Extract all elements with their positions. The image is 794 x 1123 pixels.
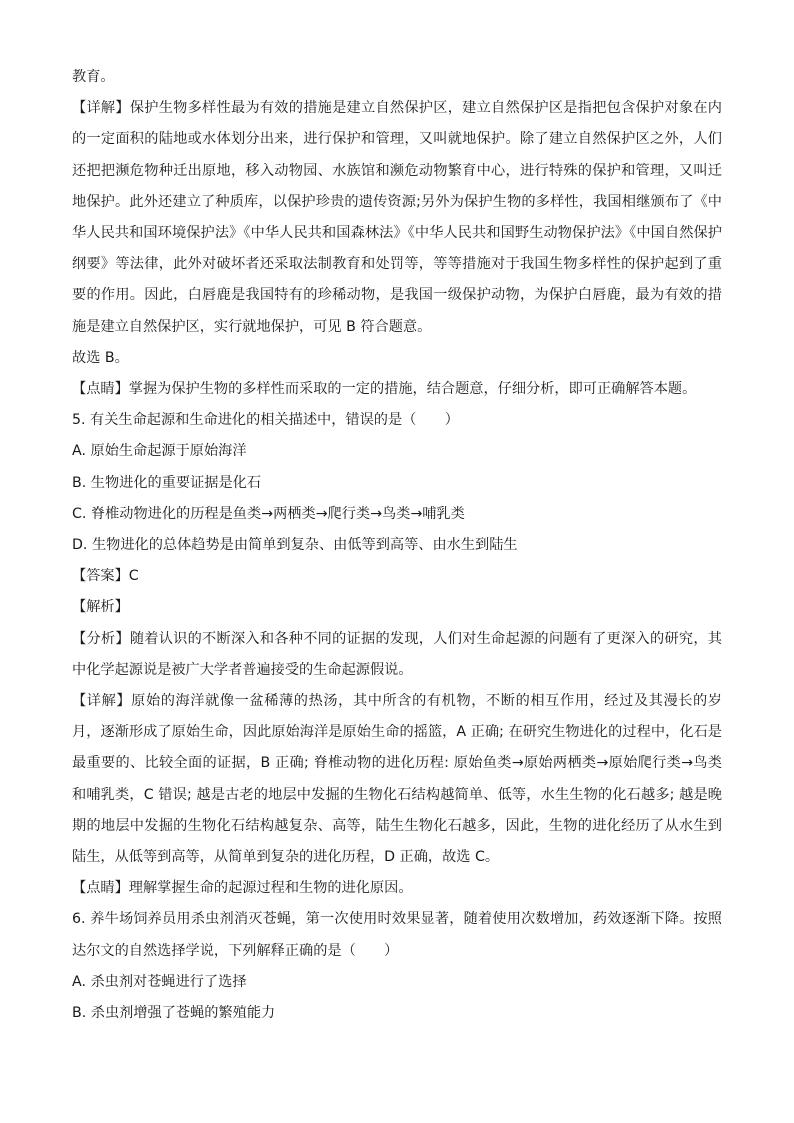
paragraph-choice xyxy=(72,343,722,374)
option-text: D. 生物进化的总体趋势是由简单到复杂、由低等到高等、由水生到陆生 xyxy=(72,537,518,554)
question-5-option-b xyxy=(72,468,722,499)
question-5-stem xyxy=(72,405,722,436)
paragraph-continuation xyxy=(72,62,722,93)
option-text: A. 原始生命起源于原始海洋 xyxy=(72,443,247,460)
paragraph-detail xyxy=(72,93,722,343)
paragraph-text: 教育。 xyxy=(72,69,115,85)
paragraph-comment-2 xyxy=(72,873,722,904)
section-tag: 【详解】 xyxy=(72,693,132,710)
paragraph-text: 故选 B。 xyxy=(72,349,129,366)
section-tag: 【点睛】 xyxy=(72,381,129,398)
document-page xyxy=(72,62,722,1029)
section-tag: 【答案】 xyxy=(72,568,129,585)
paragraph-detail-2 xyxy=(72,686,722,873)
option-text: B. 杀虫剂增强了苍蝇的繁殖能力 xyxy=(72,1005,276,1022)
option-text: C. 脊椎动物进化的历程是鱼类→两栖类→爬行类→鸟类→哺乳类 xyxy=(72,505,465,522)
paragraph-text: 随着认识的不断深入和各种不同的证据的发现，人们对生命起源的问题有了更深入的研究，其中化学起源说是被广大学者普遍接受的生命起源假说。 xyxy=(72,630,722,678)
paragraph-text: 6. 养牛场饲养员用杀虫剂消灭苍蝇，第一次使用时效果显著，随着使用次数增加，药效逐渐下降。按照达尔文的自然选择学说，下列解释正确的是（ ） xyxy=(72,911,722,959)
section-tag: 【解析】 xyxy=(72,599,129,616)
paragraph-text: 保护生物多样性最为有效的措施是建立自然保护区，建立自然保护区是指把包含保护对象在内的一定面积的陆地或水体划分出来，进行保护和管理，又叫就地保护。除了建立自然保护区之外，人们还把把濒危物种迁出原地，移入动物园、水族馆和濒危动物繁育中心，进行特殊的保护和管理，又叫迁地保护。此外还建立了种质库，以保护珍贵的遗传资源;另外为保护生物的多样性，我国相继颁布了《中华人民共和国环境保护法》《中华人民共和国森林法》《中华人民共和国野生动物保护法》《中国自然保护纲要》等法律，此外对破坏者还采取法制教育和处罚等，等等措施对于我国生物多样性的保护起到了重要的作用。因此，白唇鹿是我国特有的珍稀动物，是我国一级保护动物，为保护白唇鹿，最为有效的措施是建立自然保护区，实行就地保护，可见 B 符合题意。 xyxy=(72,100,722,335)
answer-line xyxy=(72,561,722,592)
paragraph-text: 掌握为保护生物的多样性而采取的一定的措施，结合题意，仔细分析，即可正确解答本题。 xyxy=(128,381,697,398)
question-5-option-c xyxy=(72,499,722,530)
question-5-option-a xyxy=(72,436,722,467)
question-5-option-d xyxy=(72,530,722,561)
section-tag: 【分析】 xyxy=(72,630,130,647)
question-6-option-a xyxy=(72,967,722,998)
option-text: B. 生物进化的重要证据是化石 xyxy=(72,474,262,491)
answer-value: C xyxy=(128,568,139,585)
question-6-option-b xyxy=(72,998,722,1029)
question-6-stem xyxy=(72,904,722,966)
paragraph-text: 原始的海洋就像一盆稀薄的热汤，其中所含的有机物，不断的相互作用，经过及其漫长的岁月，逐渐形成了原始生命，因此原始海洋是原始生命的摇篮，A 正确; 在研究生物进化的过程中，化石是最重要的、比较全面的证据，B 正确; 脊椎动物的进化历程: 原始鱼类→原始两栖类→原始爬行类→鸟类和哺乳类，C 错误; 越是古老的地层中发掘的生物化石结构越简单、低等，水生生物的化石越多; 越是晚期的地层中发掘的生物化石结构越复杂、高等，陆生生物化石越多，因此，生物的进化经历了从水生到陆生，从低等到高等，从简单到复杂的进化历程，D 正确，故选 C。 xyxy=(72,693,722,866)
section-tag: 【点睛】 xyxy=(72,880,129,897)
paragraph-comment xyxy=(72,374,722,405)
paragraph-text: 理解掌握生命的起源过程和生物的进化原因。 xyxy=(128,880,413,897)
paragraph-text: 5. 有关生命起源和生命进化的相关描述中，错误的是（ ） xyxy=(72,412,459,429)
section-tag: 【详解】 xyxy=(72,100,130,117)
option-text: A. 杀虫剂对苍蝇进行了选择 xyxy=(72,973,247,990)
analysis-heading xyxy=(72,592,722,623)
paragraph-analysis xyxy=(72,624,722,686)
